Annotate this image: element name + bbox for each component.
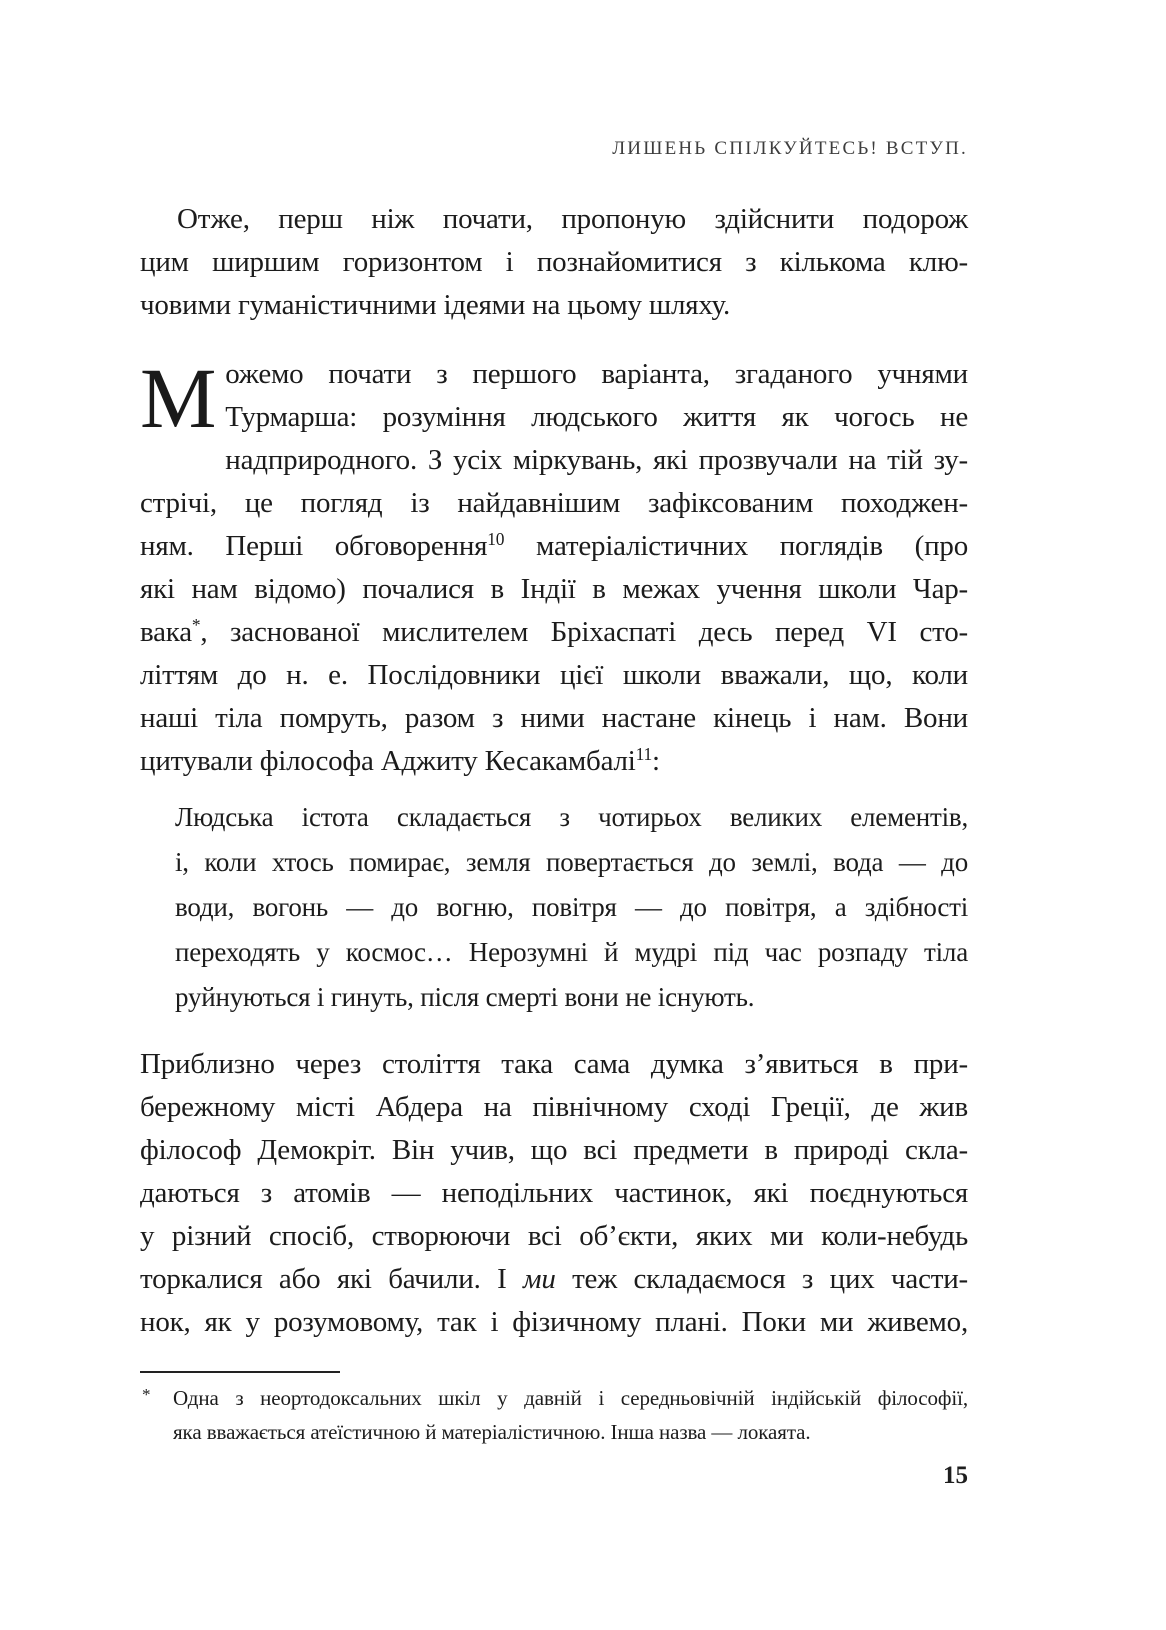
text-line: нок, як у розумовому, так і фізичному плані. Поки ми живемо, (140, 1306, 968, 1338)
text-line: яка вважається атеїстичною й матеріалістичною. Інша назва — локаята. (173, 1420, 811, 1444)
text-line: Приблизно через століття така сама думка з’явиться в при- (140, 1048, 968, 1080)
text-line: ожемо почати з першого варіанта, згаданого учнями (225, 358, 968, 390)
footnote-marker: * (142, 1385, 151, 1404)
text-line: вака*, заснованої мислителем Бріхаспаті десь перед VI сто- (140, 615, 968, 648)
text-line: які нам відомо) почалися в Індії в межах учення школи Чар- (140, 573, 968, 605)
text-line: цитували філософа Аджиту Кесакамбалі$^{11}$: (140, 744, 660, 777)
text-line: надприродного. З усіх міркувань, які прозвучали на тій зу- (225, 444, 968, 476)
text-line: бережному місті Абдера на північному сході Греції, де жив (140, 1091, 968, 1123)
text-line: літтям до н. е. Послідовники цієї школи вважали, що, коли (140, 659, 968, 691)
running-header: ЛИШЕНЬ СПІЛКУЙТЕСЬ! ВСТУП. (612, 138, 968, 159)
footnote-rule (140, 1371, 340, 1373)
page-number: 15 (943, 1462, 968, 1489)
text-line: Одна з неортодоксальних шкіл у давній і середньовічній індійській філософії, (173, 1386, 968, 1410)
paragraph-intro (140, 198, 968, 327)
text-line: наші тіла помруть, разом з ними настане кінець і нам. Вони (140, 702, 968, 734)
text-line: стрічі, це погляд із найдавнішим зафіксованим походжен- (140, 487, 968, 519)
text-line: даються з атомів — неподільних частинок, які поєднуються (140, 1177, 968, 1209)
paragraph-charvaka (140, 350, 968, 783)
text-line: і, коли хтось помирає, земля повертається до землі, вода — до (175, 847, 968, 877)
footnote-lines (173, 1381, 968, 1449)
text-line: цим ширшим горизонтом і познайомитися з кількома клю- (140, 246, 968, 278)
paragraph-democritus (140, 1043, 968, 1344)
text-line: Людська істота складається з чотирьох великих елементів, (175, 802, 968, 832)
text-column (140, 0, 968, 1630)
text-line: човими гуманістичними ідеями на цьому шляху. (140, 289, 731, 321)
text-line: торкалися або які бачили. І ми теж складаємося з цих части- (140, 1263, 968, 1295)
text-line: Отже, перш ніж почати, пропоную здійснити подорож (177, 203, 968, 235)
drop-cap: М (140, 350, 217, 446)
text-line: ням. Перші обговорення$^{10}$ матеріалістичних поглядів (про (140, 529, 968, 562)
text-line: Турмарша: розуміння людського життя як чогось не (225, 401, 968, 433)
text-line: у різний спосіб, створюючи всі об’єкти, яких ми коли-небудь (140, 1220, 968, 1252)
paragraph-charvaka-lines (140, 350, 968, 783)
text-line: руйнуються і гинуть, після смерті вони не існують. (175, 982, 755, 1012)
text-line: води, вогонь — до вогню, повітря — до повітря, а здібності (175, 892, 968, 922)
footnote (140, 1381, 968, 1449)
block-quote (175, 795, 968, 1020)
text-line: філософ Демокріт. Він учив, що всі предмети в природі скла- (140, 1134, 968, 1166)
text-line: переходять у космос… Нерозумні й мудрі під час розпаду тіла (175, 937, 968, 967)
